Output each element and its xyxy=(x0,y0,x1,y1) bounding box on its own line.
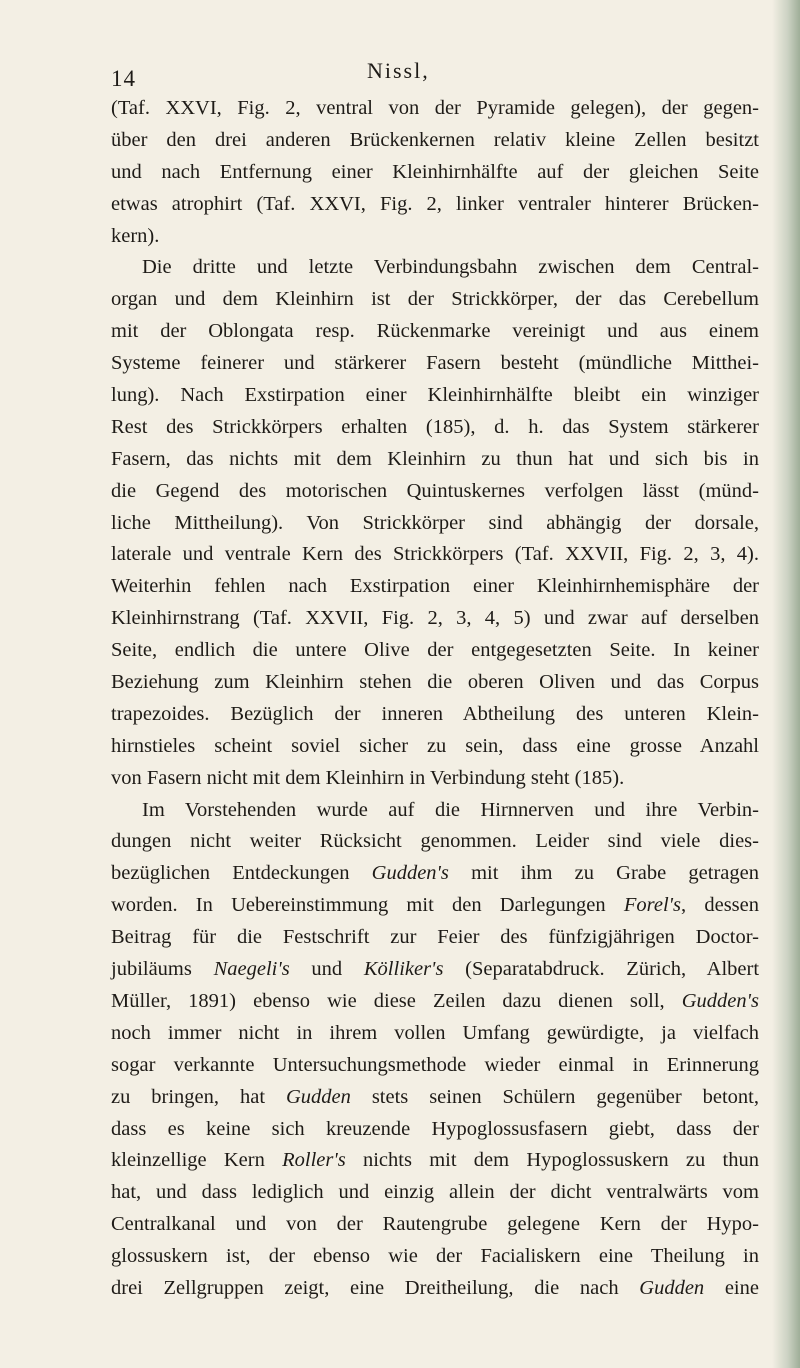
page-edge-shadow xyxy=(772,0,800,1368)
text-line: mit der Oblongata resp. Rückenmarke vereinigt und aus einem xyxy=(111,320,759,343)
author-name: Gudden xyxy=(639,1276,705,1299)
text-line: Kleinhirnstrang (Taf. XXVII, Fig. 2, 3, 4, 5) und zwar auf derselben xyxy=(111,607,759,630)
text-line: kern). xyxy=(111,224,160,247)
author-name: Forel's xyxy=(623,894,682,917)
body-text xyxy=(111,93,759,1305)
text-line: worden. In Uebereinstimmung mit den Darlegungen Forel's, dessen xyxy=(111,894,759,917)
text-line: (Taf. XXVI, Fig. 2, ventral von der Pyramide gelegen), der gegen- xyxy=(111,97,759,119)
text-line: Im Vorstehenden wurde auf die Hirnnerven und ihre Verbin- xyxy=(142,798,759,821)
text-line: die Gegend des motorischen Quintuskernes verfolgen lässt (münd- xyxy=(111,479,759,502)
text-line: kleinzellige Kern Roller's nichts mit dem Hypoglossuskern zu thun xyxy=(111,1149,759,1172)
text-line: laterale und ventrale Kern des Strickkörpers (Taf. XXVII, Fig. 2, 3, 4). xyxy=(111,543,759,566)
text-line: von Fasern nicht mit dem Kleinhirn in Verbindung steht (185). xyxy=(111,766,625,789)
author-name: Gudden xyxy=(285,1085,351,1108)
text-line: jubiläums Naegeli's und Kölliker's (Separatabdruck. Zürich, Albert xyxy=(111,958,760,981)
text-line: dungen nicht weiter Rücksicht genommen. Leider sind viele dies- xyxy=(111,830,759,853)
text-line: glossuskern ist, der ebenso wie der Facialiskern eine Theilung in xyxy=(111,1245,759,1268)
text-line: über den drei anderen Brückenkernen relativ kleine Zellen besitzt xyxy=(111,128,759,151)
text-line: etwas atrophirt (Taf. XXVI, Fig. 2, linker ventraler hinterer Brücken- xyxy=(111,192,759,215)
running-head: Nissl, xyxy=(367,58,430,83)
text-line: Weiterhin fehlen nach Exstirpation einer Kleinhirnhemisphäre der xyxy=(111,575,759,598)
page-number: 14 xyxy=(111,66,136,91)
text-line: Müller, 1891) ebenso wie diese Zeilen dazu dienen soll, Gudden's xyxy=(111,989,759,1012)
text-line: trapezoides. Bezüglich der inneren Abtheilung des unteren Klein- xyxy=(111,702,759,725)
author-name: Kölliker's xyxy=(363,958,444,981)
text-line: bezüglichen Entdeckungen Gudden's mit ihm zu Grabe getragen xyxy=(111,862,759,885)
author-name: Gudden's xyxy=(371,862,449,885)
text-line: organ und dem Kleinhirn ist der Strickkörper, der das Cerebellum xyxy=(111,288,759,311)
text-line: hirnstieles scheint soviel sicher zu sein, dass eine grosse Anzahl xyxy=(111,734,759,757)
author-name: Gudden's xyxy=(681,989,759,1012)
text-line: hat, und dass lediglich und einzig allein der dicht ventralwärts vom xyxy=(111,1181,759,1204)
text-line: zu bringen, hat Gudden stets seinen Schülern gegenüber betont, xyxy=(111,1085,759,1108)
text-line: Centralkanal und von der Rautengrube gelegene Kern der Hypo- xyxy=(111,1213,759,1236)
author-name: Roller's xyxy=(282,1149,346,1172)
text-line: Seite, endlich die untere Olive der entgegesetzten Seite. In keiner xyxy=(111,639,759,662)
text-line: Die dritte und letzte Verbindungsbahn zwischen dem Central- xyxy=(142,256,759,279)
text-line: Beziehung zum Kleinhirn stehen die oberen Oliven und das Corpus xyxy=(111,671,759,694)
author-name: Naegeli's xyxy=(213,958,290,981)
text-line: und nach Entfernung einer Kleinhirnhälfte auf der gleichen Seite xyxy=(111,160,759,183)
text-line: sogar verkannte Untersuchungsmethode wieder einmal in Erinnerung xyxy=(111,1053,759,1076)
text-line: Beitrag für die Festschrift zur Feier des fünfzigjährigen Doctor- xyxy=(111,926,759,949)
text-line: liche Mittheilung). Von Strickkörper sind abhängig der dorsale, xyxy=(111,511,759,534)
text-line: dass es keine sich kreuzende Hypoglossusfasern giebt, dass der xyxy=(111,1117,759,1140)
text-line: drei Zellgruppen zeigt, eine Dreitheilung, die nach Gudden eine xyxy=(111,1276,759,1299)
text-line: Fasern, das nichts mit dem Kleinhirn zu thun hat und sich bis in xyxy=(111,447,759,470)
text-line: Rest des Strickkörpers erhalten (185), d. h. das System stärkerer xyxy=(111,415,759,438)
text-line: noch immer nicht in ihrem vollen Umfang gewürdigte, ja vielfach xyxy=(111,1021,759,1044)
text-line: lung). Nach Exstirpation einer Kleinhirnhälfte bleibt ein winziger xyxy=(111,384,759,407)
text-line: Systeme feinerer und stärkerer Fasern besteht (mündliche Mitthei- xyxy=(111,352,759,375)
